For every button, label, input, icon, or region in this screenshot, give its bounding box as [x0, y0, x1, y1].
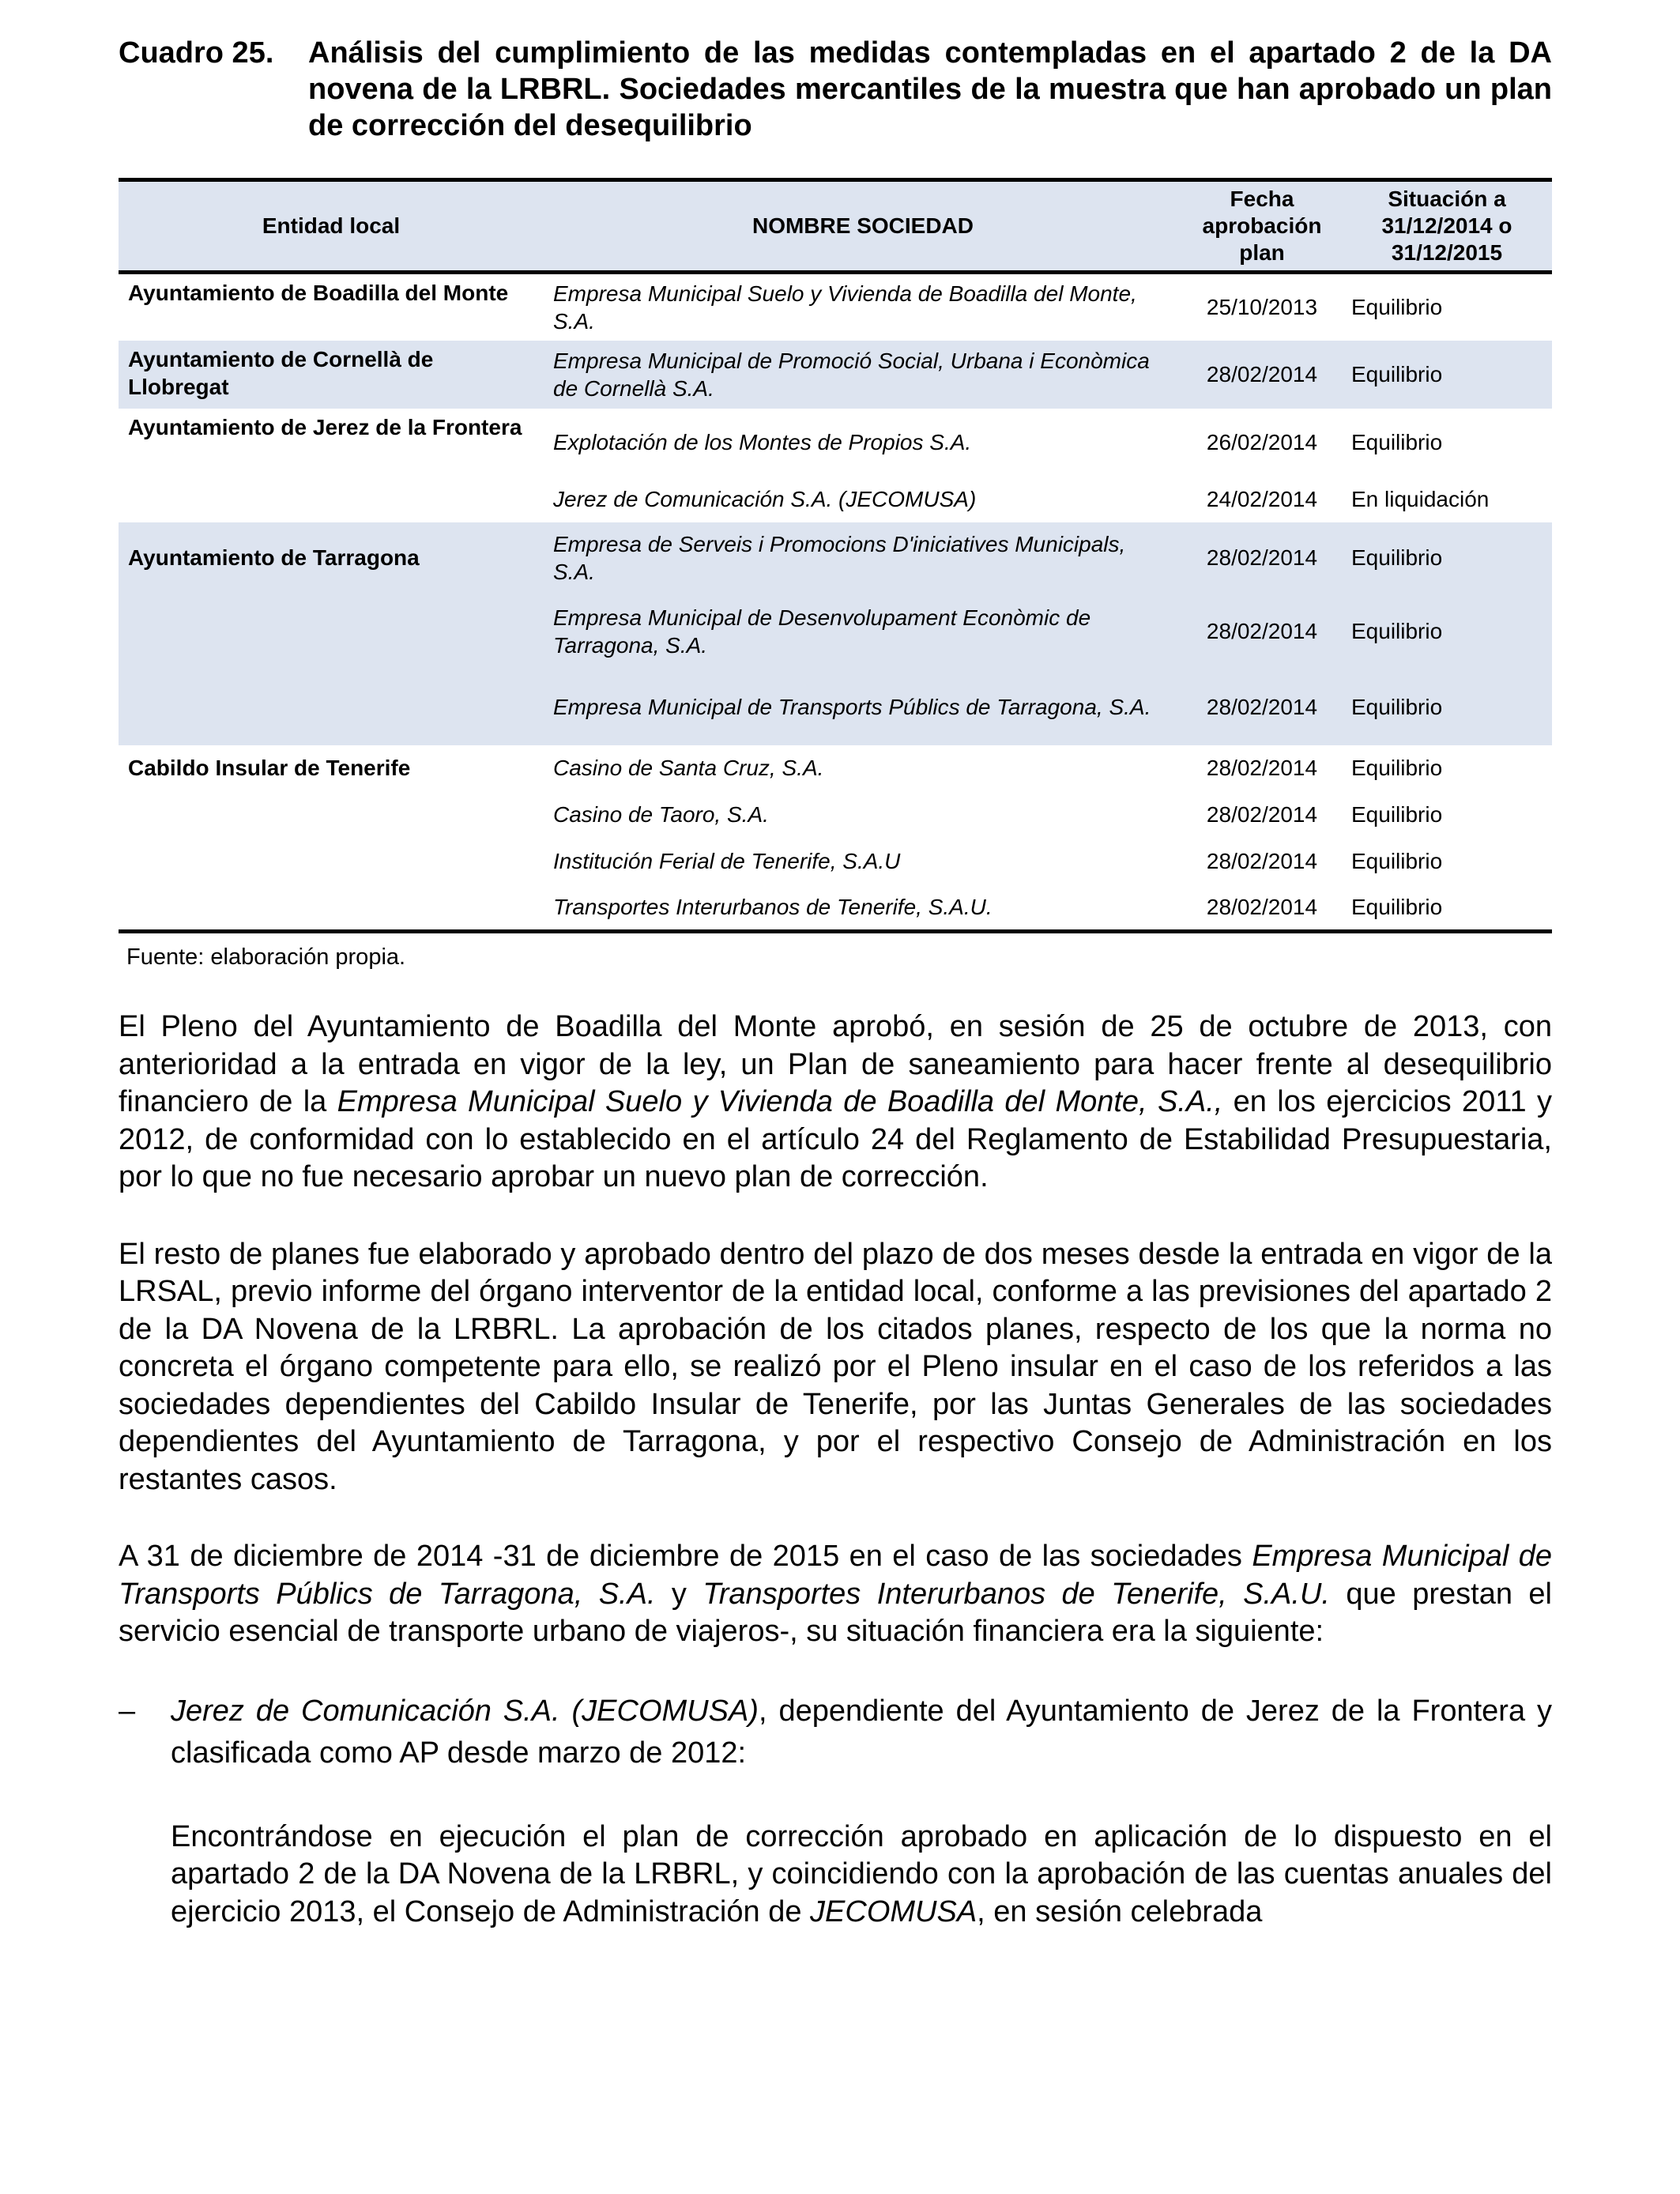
cell-sociedad: Empresa Municipal de Desenvolupament Econòmic de Tarragona, S.A.	[544, 594, 1182, 669]
table-row	[119, 273, 1552, 341]
text-run: , dependiente del Ayuntamiento de Jerez de la Frontera y clasificada como AP desde marzo de 2012:	[171, 1694, 1553, 1770]
caption-label: Cuadro 25.	[119, 36, 274, 70]
table-row	[119, 838, 1552, 884]
cell-sociedad: Empresa Municipal de Promoció Social, Urbana i Econòmica de Cornellà S.A.	[544, 341, 1182, 409]
cell-sociedad: Casino de Taoro, S.A.	[553, 801, 769, 827]
cell-fecha: 28/02/2014	[1182, 594, 1342, 669]
cell-entidad	[119, 791, 544, 838]
cell-sociedad: Empresa Municipal de Transports Públics de Tarragona, S.A.	[544, 669, 1182, 745]
bullet-text	[171, 1691, 1552, 1774]
cell-fecha: 28/02/2014	[1206, 756, 1318, 780]
table-row	[119, 477, 1552, 522]
measures-table	[119, 178, 1552, 933]
cell-entidad: Ayuntamiento de Boadilla del Monte	[128, 281, 509, 305]
italic-run: Empresa Municipal Suelo y Vivienda de Boadilla del Monte, S.A.,	[337, 1085, 1223, 1118]
cell-sociedad: Institución Ferial de Tenerife, S.A.U	[553, 848, 901, 873]
cell-fecha: 28/02/2014	[1182, 884, 1342, 932]
cell-situacion: Equilibrio	[1342, 522, 1552, 594]
cell-situacion: Equilibrio	[1351, 295, 1443, 320]
table-source: Fuente: elaboración propia.	[126, 944, 406, 970]
cell-situacion: Equilibrio	[1342, 884, 1552, 932]
header-fecha: Fecha aprobación plan	[1182, 180, 1342, 273]
table-row	[119, 522, 1552, 594]
cell-entidad	[119, 477, 544, 522]
cell-situacion: Equilibrio	[1351, 430, 1443, 454]
cell-fecha: 28/02/2014	[1182, 341, 1342, 409]
caption-text: Análisis del cumplimiento de las medidas contempladas en el apartado 2 de la DA novena de la LRBRL. Sociedades mercantiles de la muestra que han aprobado un plan de corrección del desequilibrio	[308, 36, 1552, 142]
cell-entidad	[119, 669, 544, 745]
cell-sociedad: Empresa de Serveis i Promocions D'iniciatives Municipals, S.A.	[544, 522, 1182, 594]
cell-situacion: Equilibrio	[1342, 341, 1552, 409]
paragraph-boadilla	[119, 1008, 1552, 1197]
cell-entidad: Cabildo Insular de Tenerife	[128, 756, 411, 780]
cell-entidad	[119, 884, 544, 932]
header-entidad: Entidad local	[119, 180, 544, 273]
cell-entidad: Ayuntamiento de Cornellà de Llobregat	[119, 341, 544, 409]
cell-situacion: Equilibrio	[1351, 848, 1443, 873]
table-row	[119, 409, 1552, 477]
cell-sociedad: Transportes Interurbanos de Tenerife, S.A.U.	[544, 884, 1182, 932]
cell-fecha: 28/02/2014	[1206, 848, 1318, 873]
table-row	[119, 791, 1552, 838]
text-run: Encontrándose en ejecución el plan de corrección aprobado en aplicación de lo dispuesto en el apartado 2 de la DA Novena de la LRBRL, y coincidiendo con la aprobación de las cuentas anuales del ejercicio 2013, el Consejo de Administración de	[171, 1819, 1552, 1928]
italic-run: Empresa Municipal de Transports Públics de Tarragona, S.A.	[119, 1540, 1552, 1611]
cell-sociedad: Casino de Santa Cruz, S.A.	[553, 756, 824, 780]
cell-situacion: En liquidación	[1351, 487, 1490, 511]
cell-entidad	[119, 594, 544, 669]
cell-fecha: 28/02/2014	[1182, 522, 1342, 594]
cell-sociedad: Empresa Municipal Suelo y Vivienda de Boadilla del Monte, S.A.	[553, 281, 1137, 334]
table-row	[119, 745, 1552, 791]
text-run: en los ejercicios 2011 y 2012, de conformidad con lo establecido en el artículo 24 del Reglamento de Estabilidad Presupuestaria, por lo que no fue necesario aprobar un nuevo plan de corrección.	[119, 1085, 1552, 1193]
header-sociedad: NOMBRE SOCIEDAD	[544, 180, 1182, 273]
cell-entidad	[119, 838, 544, 884]
paragraph-jecomusa-detail	[171, 1819, 1552, 1932]
table-row	[119, 669, 1552, 745]
cell-sociedad: Jerez de Comunicación S.A. (JECOMUSA)	[553, 487, 977, 511]
cell-fecha: 26/02/2014	[1206, 430, 1318, 454]
cell-fecha: 28/02/2014	[1182, 669, 1342, 745]
cell-sociedad: Explotación de los Montes de Propios S.A.	[553, 430, 972, 454]
text-run: y	[655, 1577, 703, 1611]
cell-fecha: 28/02/2014	[1206, 801, 1318, 827]
bullet-item-jecomusa	[119, 1691, 1552, 1774]
cell-situacion: Equilibrio	[1342, 594, 1552, 669]
text-run: A 31 de diciembre de 2014 -31 de diciembre de 2015 en el caso de las sociedades	[119, 1540, 1252, 1573]
table-header-row	[119, 180, 1552, 273]
cell-situacion: Equilibrio	[1351, 756, 1443, 780]
cell-fecha: 25/10/2013	[1206, 295, 1318, 320]
table-row	[119, 884, 1552, 932]
italic-run: JECOMUSA	[810, 1894, 977, 1928]
cell-situacion: Equilibrio	[1342, 669, 1552, 745]
table-caption	[119, 35, 1552, 144]
text-run: El Pleno del Ayuntamiento de Boadilla del Monte aprobó, en sesión de 25 de octubre de 2013, con anterioridad a la entrada en vigor de la ley, un Plan de saneamiento para hacer frente al desequilibrio financiero de la	[119, 1010, 1552, 1118]
paragraph-planes: El resto de planes fue elaborado y aprobado dentro del plazo de dos meses desde la entrada en vigor de la LRSAL, previo informe del órgano interventor de la entidad local, conforme a las previsiones del apartado 2 de la DA Novena de la LRBRL. La aprobación de los citados planes, respecto de los que la norma no concreta el órgano competente para ello, se realizó por el Pleno insular en el caso de los referidos a las sociedades dependientes del Cabildo Insular de Tenerife, por las Juntas Generales de las sociedades dependientes del Ayuntamiento de Tarragona, y por el respectivo Consejo de Administración en los restantes casos.	[119, 1237, 1552, 1496]
table-row	[119, 594, 1552, 669]
cell-fecha: 24/02/2014	[1206, 487, 1318, 511]
cell-entidad: Ayuntamiento de Jerez de la Frontera	[128, 414, 522, 439]
text-run: que prestan el servicio esencial de transporte urbano de viajeros-, su situación financiera era la siguiente:	[119, 1577, 1552, 1648]
cell-situacion: Equilibrio	[1351, 801, 1443, 827]
document-page	[119, 35, 1552, 1961]
bullet-dash: –	[119, 1694, 136, 1728]
text-run: , en sesión celebrada	[977, 1894, 1263, 1928]
header-situacion: Situación a 31/12/2014 o 31/12/2015	[1342, 180, 1552, 273]
italic-run: Jerez de Comunicación S.A. (JECOMUSA)	[171, 1694, 759, 1728]
table-row	[119, 341, 1552, 409]
cell-entidad: Ayuntamiento de Tarragona	[119, 522, 544, 594]
italic-run: Transportes Interurbanos de Tenerife, S.A.U.	[703, 1577, 1330, 1611]
paragraph-situacion	[119, 1538, 1552, 1651]
